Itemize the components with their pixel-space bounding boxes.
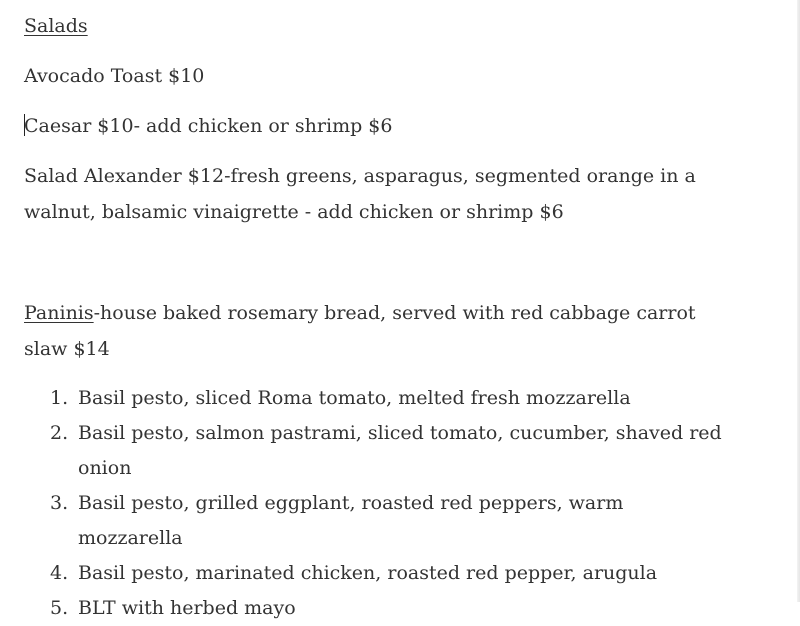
salad-item-alexander: Salad Alexander $12-fresh greens, asparagus, segmented orange in a walnut, balsamic vinaigrette - add chicken or shrimp $6 xyxy=(24,165,696,223)
list-item xyxy=(24,381,724,416)
list-item-number: 3. xyxy=(50,492,69,514)
list-item xyxy=(24,591,724,626)
salads-heading: Salads xyxy=(24,15,88,37)
paninis-paragraph xyxy=(24,295,724,367)
list-item-number: 4. xyxy=(50,562,69,584)
list-item-number: 1. xyxy=(50,387,69,409)
panini-list xyxy=(24,381,724,626)
list-item-number: 5. xyxy=(50,597,69,619)
list-item-text: Basil pesto, salmon pastrami, sliced tomato, cucumber, shaved red onion xyxy=(78,422,722,479)
salad-item-caesar[interactable] xyxy=(24,108,724,144)
paninis-heading: Paninis xyxy=(24,302,94,324)
list-item xyxy=(24,556,724,591)
list-item xyxy=(24,416,724,486)
salad-item-avocado-toast: Avocado Toast $10 xyxy=(24,65,205,87)
list-item-text: BLT with herbed mayo xyxy=(78,597,296,619)
list-item-text: Basil pesto, sliced Roma tomato, melted fresh mozzarella xyxy=(78,387,631,409)
list-item-number: 2. xyxy=(50,422,69,444)
salad-item-caesar-text: Caesar $10- add chicken or shrimp $6 xyxy=(24,115,393,137)
list-item xyxy=(24,486,724,556)
list-item-text: Basil pesto, grilled eggplant, roasted red peppers, warm mozzarella xyxy=(78,492,624,549)
paninis-description: -house baked rosemary bread, served with red cabbage carrot slaw $14 xyxy=(24,302,696,360)
document-body[interactable] xyxy=(24,8,724,626)
list-item-text: Basil pesto, marinated chicken, roasted red pepper, arugula xyxy=(78,562,658,584)
